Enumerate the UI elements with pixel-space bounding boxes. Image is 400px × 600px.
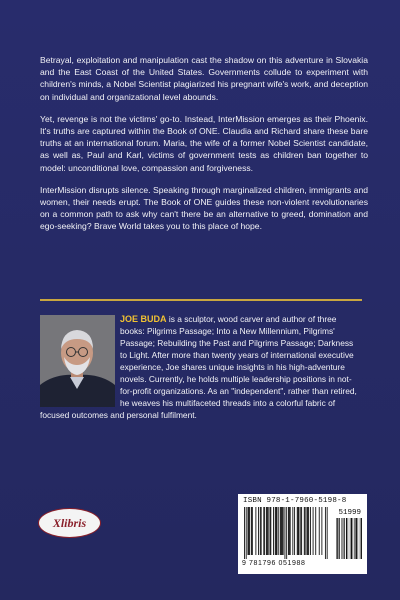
author-bio-text: is a sculptor, wood carver and author of three books: Pilgrims Passage; Into a New Millennium, Pilgrims' Passage; Rebuilding the Past and Pilgrims Passage; Darkness to Light. After more than twenty years of international executive experience, Joe shares unique insights in his high-adventure novels. Currently, he holds multiple leadership positions in not-for-profit organizations. As an "independent", rather than retired, he weaves his multifaceted threads into a colorful fabric of focused outcomes and personal fulfilment. bbox=[40, 314, 357, 420]
addon-bar bbox=[361, 518, 362, 559]
addon-bar bbox=[355, 518, 356, 559]
addon-bar bbox=[356, 518, 357, 559]
addon-bar bbox=[356, 518, 357, 559]
addon-bar bbox=[350, 518, 351, 559]
barcode-bar bbox=[308, 507, 309, 555]
barcode-bar bbox=[282, 507, 283, 555]
author-name: JOE BUDA bbox=[120, 314, 167, 324]
barcode-bar bbox=[301, 507, 302, 555]
barcode-bar bbox=[297, 507, 298, 555]
barcode-bar bbox=[294, 507, 295, 555]
barcode-bar bbox=[313, 507, 314, 555]
barcode-bar bbox=[325, 507, 326, 559]
barcode-bar bbox=[283, 507, 284, 555]
barcode-bar bbox=[248, 507, 249, 555]
ean-digits: 9 781796 051988 bbox=[242, 560, 306, 567]
barcode-bar bbox=[292, 507, 293, 555]
barcode-bar bbox=[263, 507, 264, 555]
barcode-bar bbox=[249, 507, 250, 555]
barcode-bar bbox=[289, 507, 290, 555]
addon-bar bbox=[344, 518, 345, 559]
isbn-text: ISBN 978-1-7960-5198-8 bbox=[243, 497, 347, 505]
addon-bar bbox=[338, 518, 339, 559]
author-bio bbox=[40, 313, 362, 421]
addon-barcode-bars bbox=[336, 518, 362, 559]
barcode-bar bbox=[260, 507, 261, 555]
addon-bar bbox=[346, 518, 347, 559]
barcode-bar bbox=[264, 507, 265, 555]
addon-bar bbox=[358, 518, 359, 559]
barcode-bar bbox=[319, 507, 320, 555]
barcode-bar bbox=[327, 507, 328, 559]
barcode-bar bbox=[258, 507, 259, 555]
barcode-bar bbox=[307, 507, 308, 555]
addon-bar bbox=[342, 518, 343, 559]
barcode-bar bbox=[268, 507, 269, 555]
barcode-bar bbox=[244, 507, 245, 559]
addon-bar bbox=[343, 518, 344, 559]
synopsis-blurb bbox=[40, 54, 368, 233]
blurb-paragraph-1: Betrayal, exploitation and manipulation cast the shadow on this adventure in Slovakia and the East Coast of the United States. Governments collude to experiment with children's minds, a Nobel Scientist plagiarized his pregnant wife's work, and deception on individual and organizational level abounds. bbox=[40, 55, 368, 102]
barcode-bar bbox=[298, 507, 299, 555]
addon-bar bbox=[351, 518, 352, 559]
gold-divider bbox=[40, 299, 362, 301]
addon-bar bbox=[360, 518, 361, 559]
barcode-bar bbox=[310, 507, 311, 555]
addon-bar bbox=[361, 518, 362, 559]
addon-bar bbox=[347, 518, 348, 559]
barcode-bar bbox=[299, 507, 300, 555]
barcode-bar bbox=[255, 507, 256, 555]
addon-bar bbox=[339, 518, 340, 559]
addon-bar bbox=[354, 518, 355, 559]
barcode-bar bbox=[280, 507, 281, 555]
publisher-logo bbox=[38, 508, 101, 538]
barcode-bar bbox=[251, 507, 252, 555]
blurb-paragraph-3: InterMission disrupts silence. Speaking through marginalized children, immigrants and women, their needs erupt. The Book of ONE guides these non-violent revolutionaries on a common path to ask why can't there be an alternative to greed, domination and ego-seeking? Brave World takes you to this place of hope. bbox=[40, 184, 368, 232]
addon-bar bbox=[351, 518, 352, 559]
addon-bar bbox=[336, 518, 337, 559]
barcode-bar bbox=[275, 507, 276, 555]
barcode-bar bbox=[248, 507, 249, 555]
barcode-bar bbox=[315, 507, 316, 555]
barcode-bar bbox=[273, 507, 274, 555]
barcode-bar bbox=[270, 507, 271, 555]
barcode-bar bbox=[270, 507, 271, 555]
isbn-barcode bbox=[238, 494, 367, 574]
price-code: 51999 bbox=[338, 509, 361, 517]
barcode-bar bbox=[284, 507, 285, 559]
barcode-bar bbox=[267, 507, 268, 555]
addon-bar bbox=[344, 518, 345, 559]
barcode-bar bbox=[300, 507, 301, 555]
addon-bar bbox=[339, 518, 340, 559]
barcode-bar bbox=[288, 507, 289, 555]
publisher-logo-text: Xlibris bbox=[52, 515, 87, 530]
barcode-bar bbox=[306, 507, 307, 555]
barcode-bar bbox=[305, 507, 306, 555]
barcode-bar bbox=[281, 507, 282, 555]
barcode-bar bbox=[321, 507, 322, 555]
barcode-bar bbox=[266, 507, 267, 555]
addon-bar bbox=[353, 518, 354, 559]
addon-bar bbox=[348, 518, 349, 559]
barcode-bar bbox=[278, 507, 279, 555]
barcode-bar bbox=[261, 507, 262, 555]
addon-bar bbox=[337, 518, 338, 559]
blurb-paragraph-2: Yet, revenge is not the victims' go-to. Instead, InterMission emerges as their Phoenix. It's truths are captured within the Book of ONE. Claudia and Richard share these bare truths at an international forum. Maria, the wife of a former Nobel Scientist candidate, as well as, Paul and Karl, victims of government tests as children ban together to model: unconditional love, compassion and forgiveness. bbox=[40, 113, 368, 173]
barcode-bar bbox=[290, 507, 291, 555]
barcode-bar bbox=[277, 507, 278, 555]
ean13-barcode-bars bbox=[244, 507, 334, 559]
barcode-bar bbox=[276, 507, 277, 555]
barcode-bar bbox=[246, 507, 247, 559]
barcode-bar bbox=[304, 507, 305, 555]
barcode-bar bbox=[286, 507, 287, 559]
barcode-bar bbox=[252, 507, 253, 555]
